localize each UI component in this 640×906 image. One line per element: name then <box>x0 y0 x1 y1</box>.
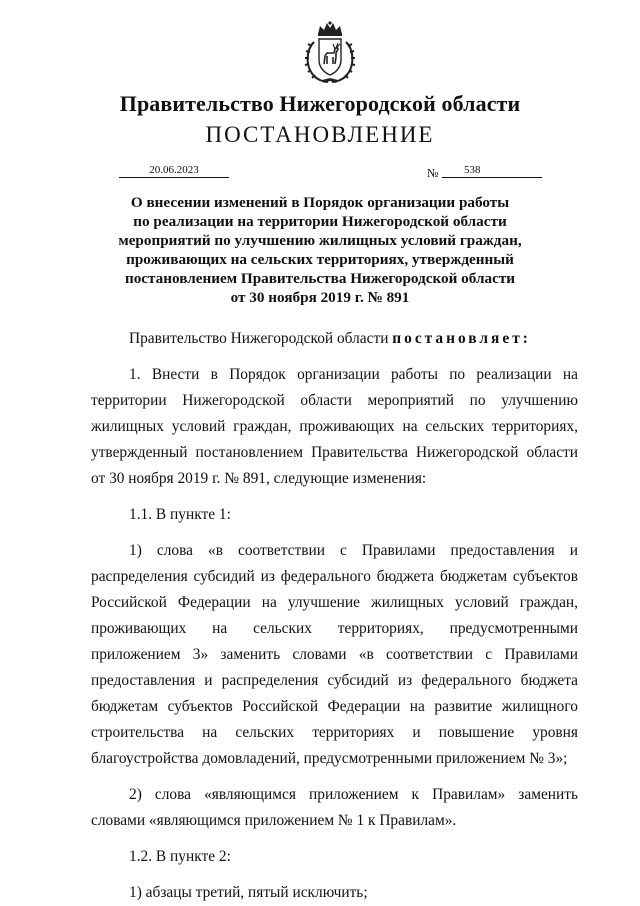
organization-title: Правительство Нижегородской области <box>119 91 521 116</box>
document-number: 538 <box>442 164 542 178</box>
subject-line: от 30 ноября 2019 г. № 891 <box>230 289 410 306</box>
subject-line: мероприятий по улучшению жилищных условий граждан, <box>118 232 522 249</box>
preamble-keyword: постановляет: <box>392 330 531 347</box>
paragraph-item-1-1: 1.1. В пункте 1: <box>129 506 231 523</box>
document-subject <box>100 193 540 307</box>
paragraph-item-1-1-1: 1) слова «в соответствии с Правилами предоставления и распределения субсидий из федерального бюджета бюджетам субъектов Российской Федерации на улучшение жилищных условий граждан, проживающих на сельских территориях, предусмотренными приложением 3» заменить словами «в соответствии с Правилами предоставления и распределения субсидий из федерального бюджета бюджетам субъектов Российской Федерации на развитие жилищного строительства на сельских территориях и повышение уровня благоустройства домовладений, предусмотренными приложением № 3»; <box>91 542 578 767</box>
document-type: ПОСТАНОВЛЕНИЕ <box>205 122 435 147</box>
preamble-lead: Правительство Нижегородской области <box>129 330 393 347</box>
document-body <box>91 326 578 906</box>
number-sign: № <box>427 166 439 180</box>
document-meta <box>0 164 640 184</box>
document-date: 20.06.2023 <box>119 164 229 178</box>
subject-line: О внесении изменений в Порядок организации работы <box>130 194 510 211</box>
nizhny-novgorod-coat-of-arms-icon <box>300 20 360 86</box>
paragraph-item-1-1-2: 2) слова «являющимся приложением к Правилам» заменить словами «являющимся приложением № 1 к Правилам». <box>91 786 578 829</box>
subject-line: по реализации на территории Нижегородской области <box>133 213 507 230</box>
paragraph-item-1-2-1: 1) абзацы третий, пятый исключить; <box>129 884 368 901</box>
subject-line: проживающих на сельских территориях, утвержденный <box>126 251 514 268</box>
preamble <box>91 326 578 352</box>
subject-line: постановлением Правительства Нижегородской области <box>124 270 516 287</box>
paragraph-item-1-2: 1.2. В пункте 2: <box>129 848 231 865</box>
paragraph-item-1: 1. Внести в Порядок организации работы по реализации на территории Нижегородской области мероприятий по улучшению жилищных условий граждан, проживающих на сельских территориях, утвержденный постановлением Правительства Нижегородской области от 30 ноября 2019 г. № 891, следующие изменения: <box>91 366 578 487</box>
